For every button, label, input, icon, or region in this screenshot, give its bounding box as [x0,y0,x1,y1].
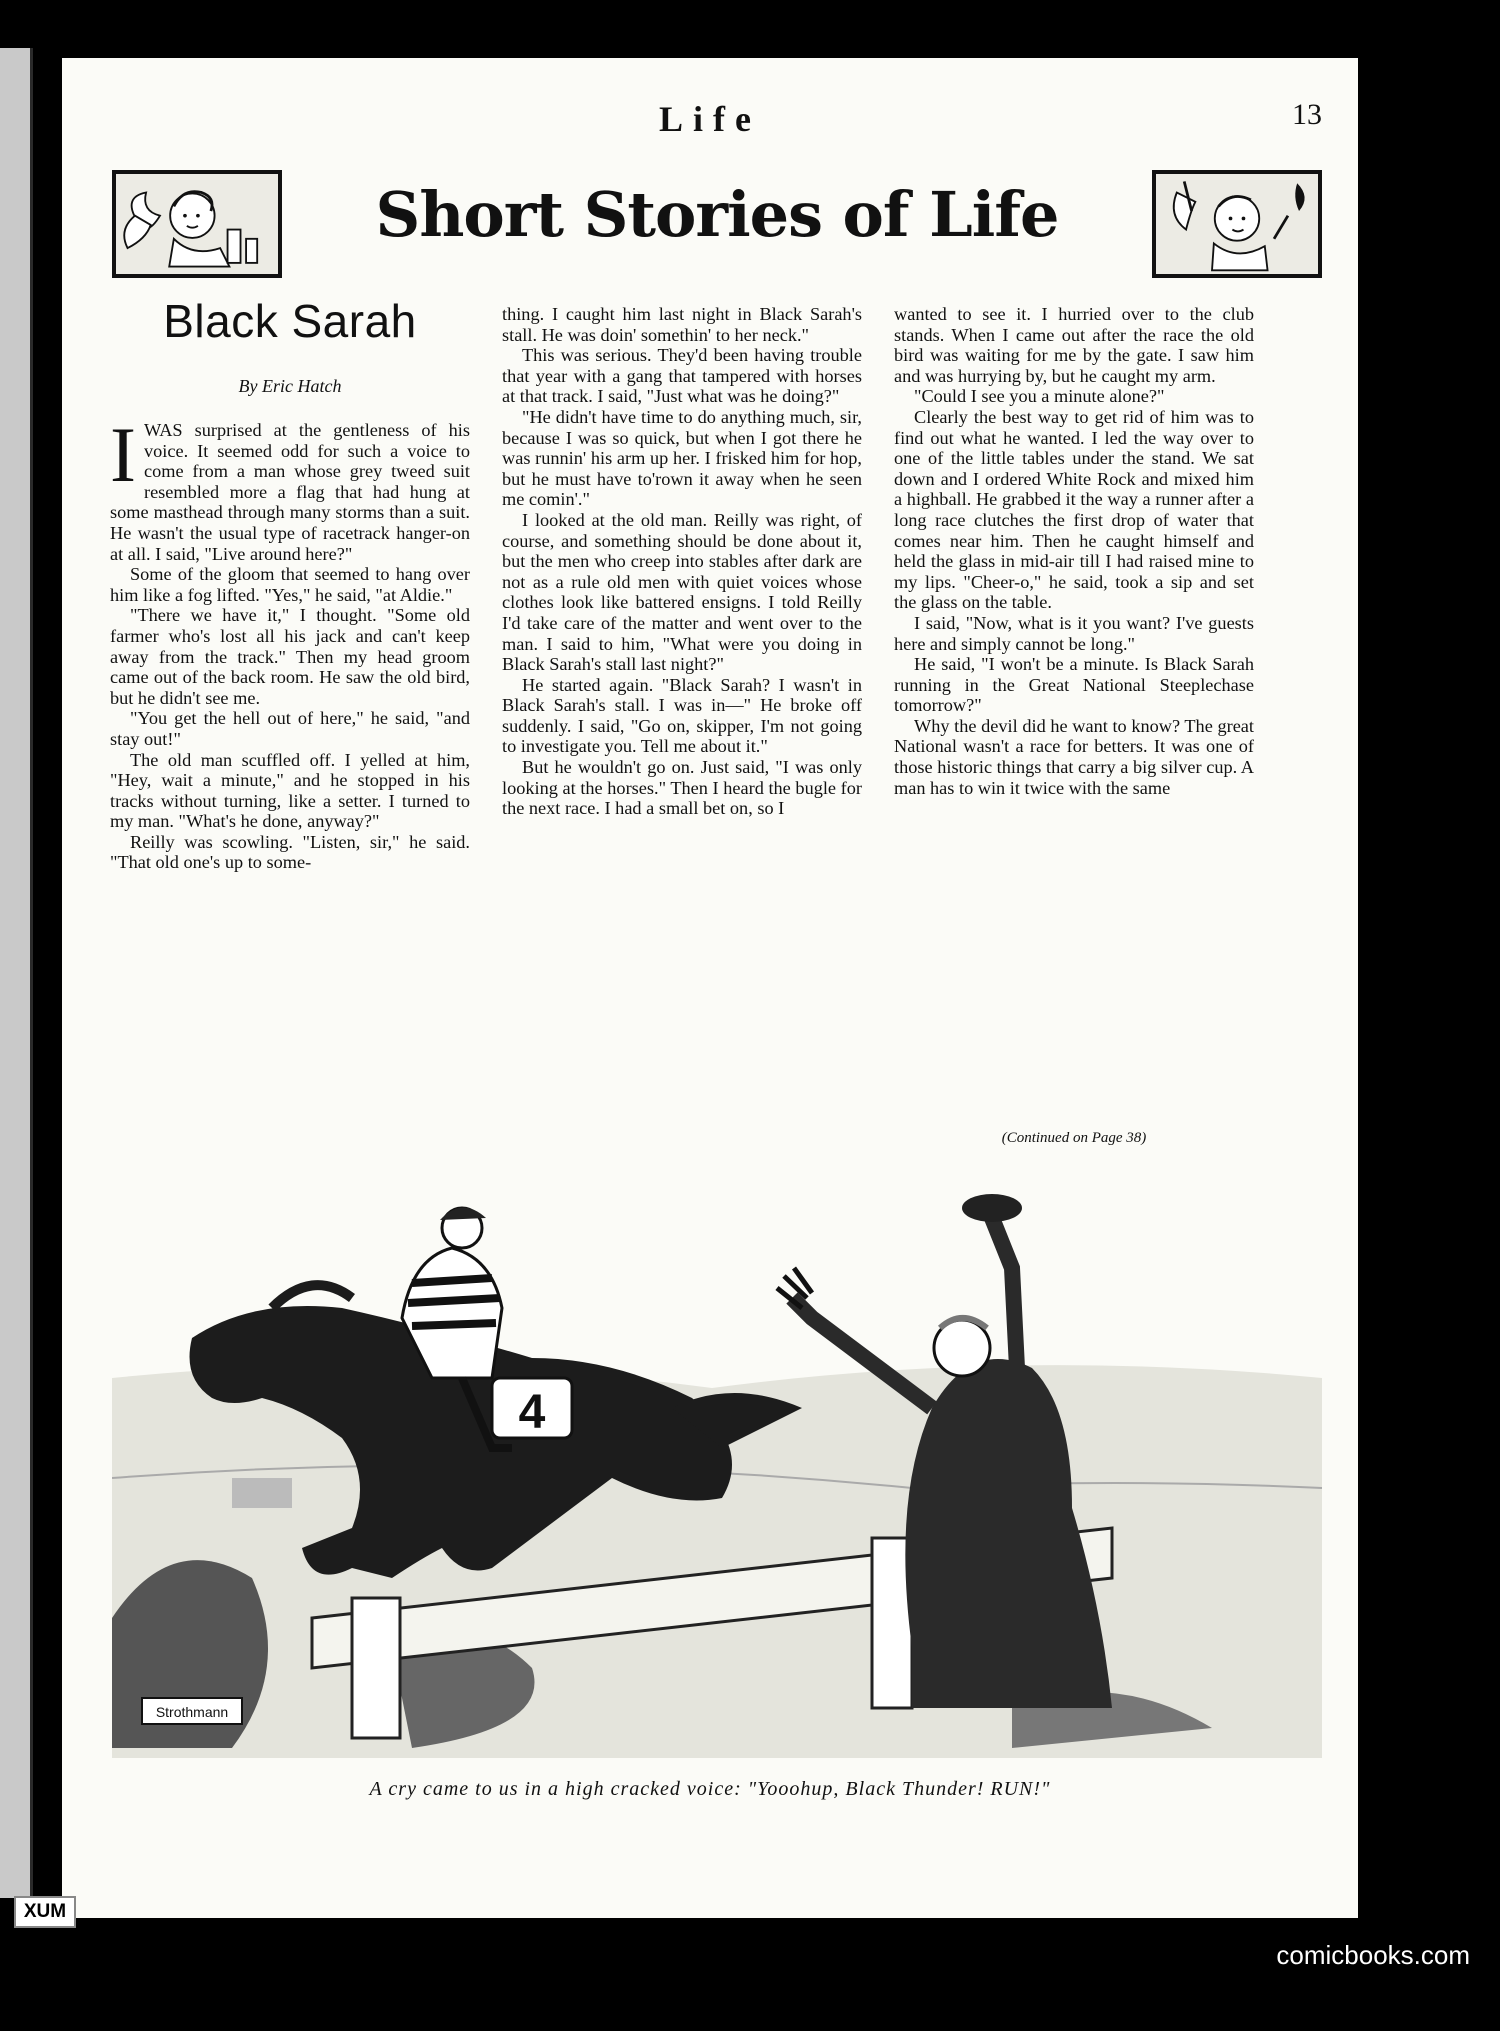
illustration-caption: A cry came to us in a high cracked voice: "Yooohup, Black Thunder! RUN!" [369,1778,1051,1800]
artist-signature: Strothmann [155,1704,229,1720]
site-watermark: comicbooks.com [1276,1940,1470,1970]
paragraph: "There we have it," I thought. "Some old farmer who's lost all his jack and can't keep away from the track." Then my head groom came out of the back room. He saw the old bird, but he didn't see me. [110,605,470,708]
paragraph: thing. I caught him last night in Black Sarah's stall. He was doin' somethin' to her neck." [502,304,862,345]
story-column-3 [894,304,1254,798]
paragraph: The old man scuffled off. I yelled at him, "Hey, wait a minute," and he stopped in his tracks without turning, like a setter. I turned to my man. "What's he done, anyway?" [110,749,470,832]
paragraph: "You get the hell out of here," he said, "and stay out!" [110,708,470,749]
adjacent-page-edge [0,48,33,1898]
paragraph: Reilly was scowling. "Listen, sir," he said. "That old one's up to some- [110,831,470,873]
paragraph: I said, "Now, what is it you want? I've guests here and simply cannot be long." [894,612,1254,654]
paragraph: "Could I see you a minute alone?" [914,386,1165,407]
paragraph: I looked at the old man. Reilly was right, of course, and something should be done about it, but the men who creep into stables after dark are not as a rule old men with quiet voices whose clothes look like battered ensigns. I told Reilly I'd take care of the matter and went over to the man. I said to him, "What were you doing in Black Sarah's stall last night?" [502,509,862,675]
page-number: 13 [1292,98,1322,131]
drop-cap: I [110,411,136,498]
paragraph: Some of the gloom that seemed to hang over him like a fog lifted. "Yes," he said, "at Aldie." [110,564,470,605]
continued-note: (Continued on Page 38) [1001,1130,1147,1146]
paragraph: He said, "I won't be a minute. Is Black Sarah running in the Great National Steeplechase tomorrow?" [894,654,1254,716]
paragraph: Clearly the best way to get rid of him was to find out what he wanted. I led the way over to one of the little tables under the stand. We sat down and I ordered White Rock and mixed him a highball. He grabbed it the way a runner after a long race clutches the first drop of water that comes near him. Then he caught himself and held the glass in mid-air till I had raised mine to my lips. "Cheer-o," he said, took a sip and set the glass on the table. [894,406,1254,613]
cherub-left-icon [112,170,282,278]
scan-stamp: XUM [14,1896,76,1928]
paragraph: "He didn't have time to do anything much, sir, because I was so quick, but when I got there he was runnin' his arm up her. I frisked him for hop, but he must have to'rown it away when he seen me comin'." [502,406,862,510]
paragraph: Why the devil did he want to know? The great National wasn't a race for betters. It was one of those historic things that carry a big silver cup. A man has to win it twice with the same [894,715,1254,798]
story-column-1 [110,411,470,873]
masthead: Life [659,99,761,139]
story-column-2 [502,304,862,819]
story-title: Black Sarah [163,295,417,347]
paragraph: He started again. "Black Sarah? I wasn't in Black Sarah's stall. I was in—" He broke off suddenly. I said, "Go on, skipper, I'm not going to investigate you. Tell me about it." [502,674,862,757]
cherub-right-icon [1152,170,1322,278]
section-banner [112,170,1322,282]
saddle-number: 4 [518,1386,546,1439]
paragraph: This was serious. They'd been having trouble that year with a gang that tampered with horses at that track. I said, "Just what was he doing?" [502,345,862,407]
paragraph: IWAS surprised at the gentleness of his voice. It seemed odd for such a voice to come from a man whose grey tweed suit resembled more a flag that had hung at some masthead through many storms than a suit. He wasn't the usual type of racetrack hanger-on at all. I said, "Live around here?" [110,411,470,564]
byline: By Eric Hatch [238,376,342,396]
steeplechase-illustration [112,1148,1322,1758]
paragraph: wanted to see it. I hurried over to the club stands. When I came out after the race the old bird was waiting for me by the gate. I saw him and was hurrying by, but he caught my arm. [894,304,1254,386]
magazine-page [62,58,1358,1918]
banner-title: Short Stories of Life [375,178,1059,251]
paragraph: But he wouldn't go on. Just said, "I was only looking at the horses." Then I heard the bugle for the next race. I had a small bet on, so I [502,757,862,819]
